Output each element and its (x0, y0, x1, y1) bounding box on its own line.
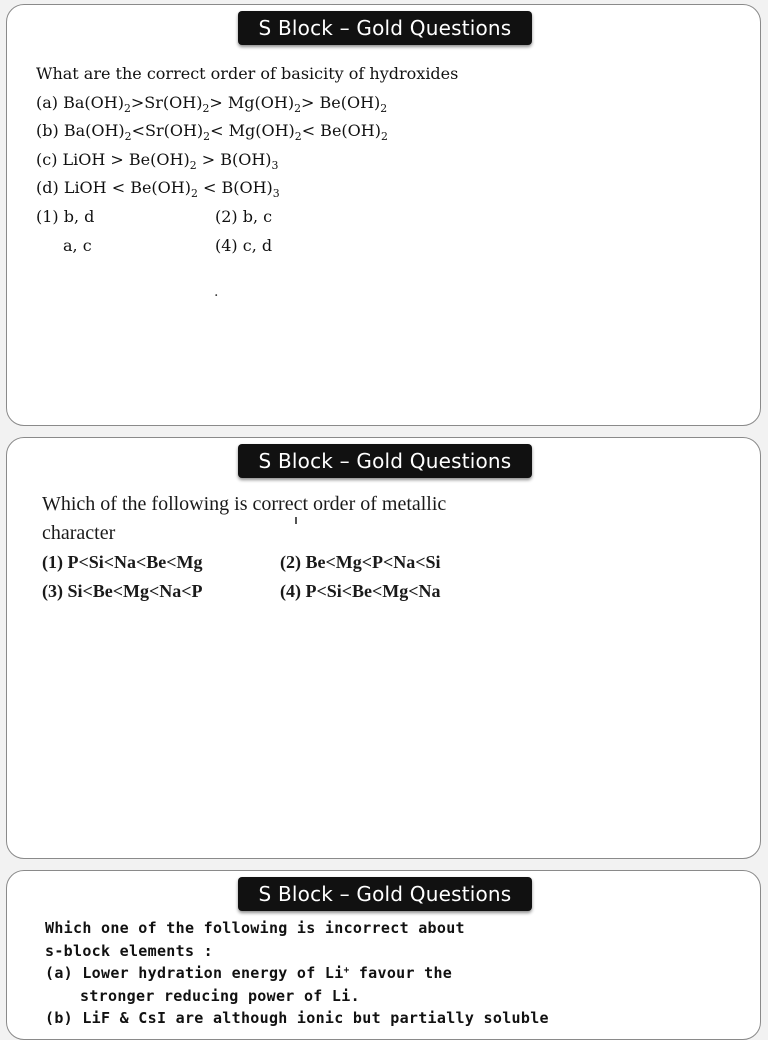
stray-tick-mark (295, 517, 297, 524)
option-3: (3) Si<Be<Mg<Na<P (42, 581, 203, 601)
question-stem-line-2: s-block elements : (45, 941, 213, 960)
statement-d: (d) LiOH < $Be(OH)_2 < B(OH)_3$ (36, 178, 280, 201)
slide-title-banner: S Block – Gold Questions (238, 444, 532, 478)
option-4: (4) c, d (215, 235, 273, 255)
options-row-1 (42, 548, 446, 577)
slide-1 (6, 4, 761, 426)
options-row-2 (36, 232, 458, 261)
option-1: (1) P<Si<Na<Be<Mg (42, 552, 203, 572)
option-2: (2) b, c (215, 206, 273, 226)
option-1: (1) b, d (36, 206, 95, 226)
slide-3 (6, 870, 761, 1040)
option-2: (2) Be<Mg<P<Na<Si (280, 552, 441, 572)
slide-title-banner: S Block – Gold Questions (238, 877, 532, 911)
question-stem-line-1: Which one of the following is incorrect about (45, 919, 465, 937)
question-block (45, 917, 549, 1030)
slide-title-banner: S Block – Gold Questions (238, 11, 532, 45)
question-block (36, 60, 459, 300)
question-stem-line-1: Which of the following is correct order of metallic (42, 493, 447, 515)
stray-mark: . (214, 284, 219, 300)
slide-2 (6, 437, 761, 859)
option-4: (4) P<Si<Be<Mg<Na (280, 581, 441, 601)
question-stem-line-2: character (42, 522, 116, 544)
question-block (42, 490, 446, 606)
options-row-2 (42, 577, 446, 606)
statement-b: (b) LiF & CsI are although ionic but partially soluble (45, 1009, 549, 1027)
question-stem: What are the correct order of basicity of hydroxides (36, 64, 459, 83)
statement-b: (b) $Ba(OH)_2<Sr(OH)_2< Mg(OH)_2< Be(OH)_2$ (36, 121, 388, 143)
options-row-1 (36, 203, 458, 232)
option-3: a, c (63, 235, 92, 255)
statement-a: (a) Lower hydration energy of Li+ favour the (45, 964, 453, 982)
statement-c: (c) LiOH > $Be(OH)_2 > B(OH)_3$ (36, 149, 279, 172)
statement-a: (a) $Ba(OH)_2>Sr(OH)_2> Mg(OH)_2> Be(OH)_2$ (36, 92, 388, 115)
statement-a-continued: stronger reducing power of Li. (80, 986, 360, 1005)
